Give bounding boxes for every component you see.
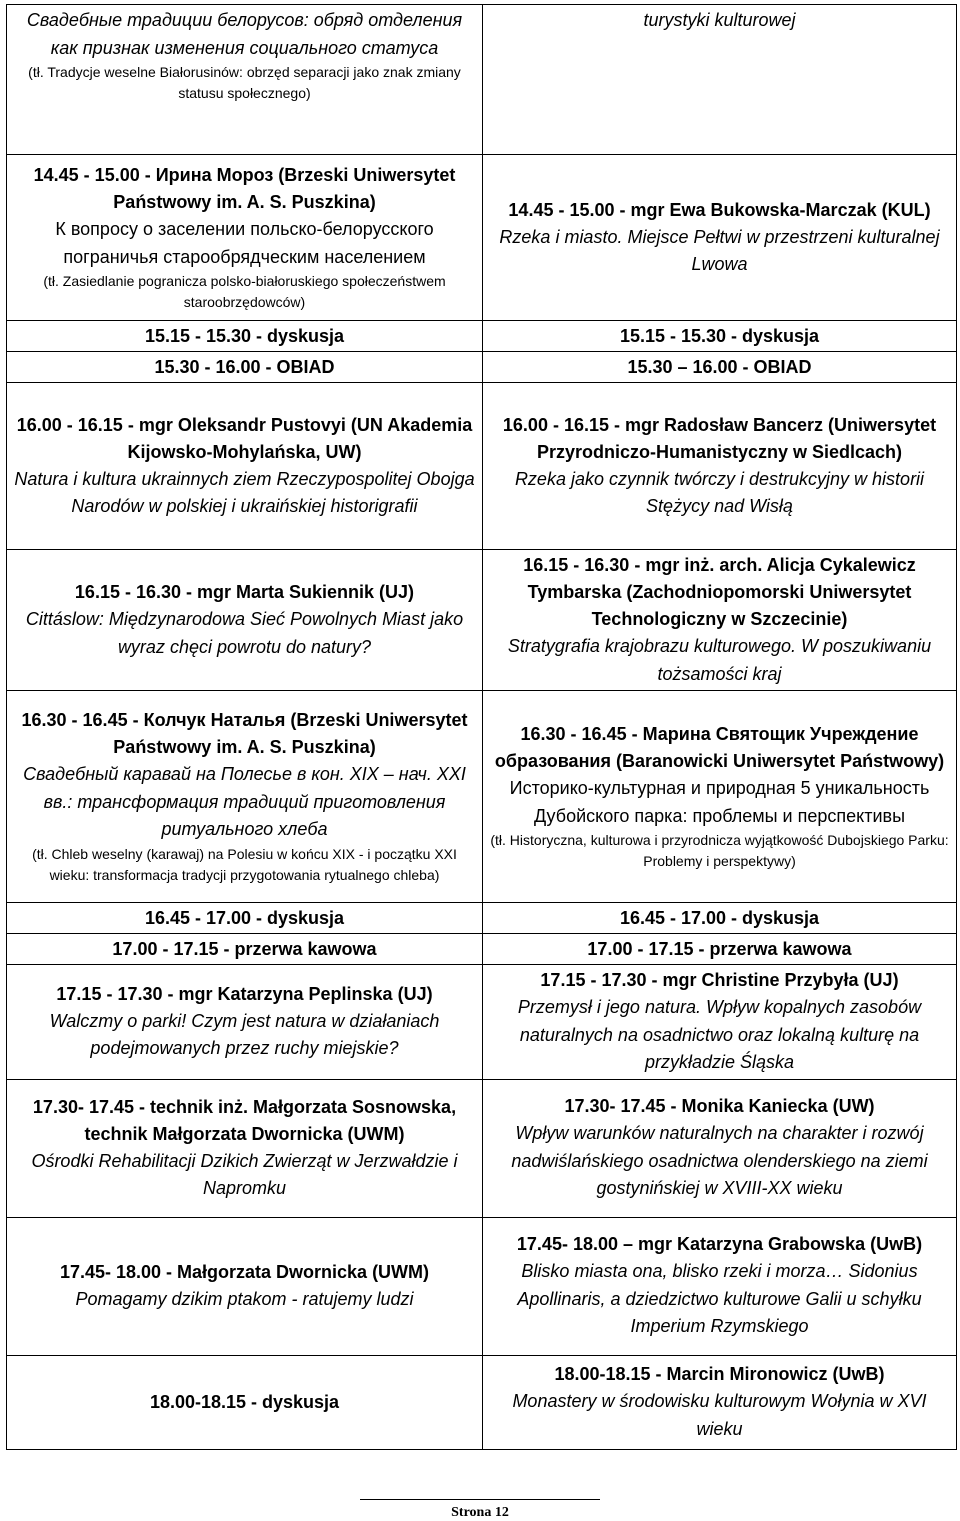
cell-left — [7, 965, 483, 1080]
lunch-right: 15.30 – 16.00 - OBIAD — [483, 352, 957, 383]
cell-right — [483, 5, 957, 155]
cell-left — [7, 691, 483, 903]
page-footer — [0, 1503, 960, 1521]
table-row — [7, 691, 957, 903]
speaker: 17.45- 18.00 - Małgorzata Dwornicka (UWM) — [59, 1261, 430, 1282]
cell-right — [483, 1355, 957, 1449]
talk-title: Pomagamy dzikim ptakom - ratujemy ludzi — [75, 1288, 414, 1309]
table-row — [7, 321, 957, 352]
cell-left — [7, 1079, 483, 1217]
table-row — [7, 5, 957, 155]
footer-divider — [360, 1499, 600, 1500]
program-table — [6, 4, 957, 1450]
speaker: 17.30- 17.45 - technik inż. Małgorzata Sosnowska, technik Małgorzata Dwornicka (UWM) — [32, 1096, 457, 1144]
coffee-break-left: 17.00 - 17.15 - przerwa kawowa — [7, 934, 483, 965]
speaker: 16.30 - 16.45 - Марина Святощик Учреждение образования (Baranowicki Uniwersytet Państwowy) — [494, 724, 945, 771]
table-row — [7, 903, 957, 934]
talk-title: Walczmy o parki! Czym jest natura w działaniach podejmowanych przez ruchy miejskie? — [49, 1010, 440, 1059]
talk-title-ru: Свадебные традиции белорусов: обряд отделения как признак изменения социального статуса — [26, 10, 463, 58]
talk-title: Stratygrafia krajobrazu kulturowego. W poszukiwaniu tożsamości kraj — [507, 636, 932, 684]
talk-title-ru: Историко-культурная и природная 5 уникальность Дубойского парка: проблемы и перспективы — [509, 778, 930, 826]
table-row — [7, 1217, 957, 1355]
talk-title: Cittáslow: Międzynarodowa Sieć Powolnych Miast jako wyraz chęci powrotu do natury? — [25, 609, 464, 657]
talk-title-ru: Свадебный каравай на Полесье в кон. XIX – нач. XXI вв.: трансформация традиций приготовления ритуального хлеба — [23, 764, 466, 840]
cell-left — [7, 383, 483, 550]
cell-right — [483, 1079, 957, 1217]
discussion-left: 16.45 - 17.00 - dyskusja — [7, 903, 483, 934]
translation-note: (tł. Tradycje weselne Białorusinów: obrzęd separacji jako znak zmiany statusu społecznego) — [28, 64, 461, 101]
table-row — [7, 352, 957, 383]
discussion-left: 15.15 - 15.30 - dyskusja — [7, 321, 483, 352]
speaker: 16.15 - 16.30 - mgr inż. arch. Alicja Cykalewicz Tymbarska (Zachodniopomorski Uniwersytet Technologiczny w Szczecinie) — [523, 555, 916, 629]
translation-note: (tł. Zasiedlanie pogranicza polsko-białoruskiego społeczeństwem staroobrzędowców) — [43, 273, 446, 310]
speaker: 18.00-18.15 - Marcin Mironowicz (UwB) — [554, 1364, 885, 1384]
talk-title: Rzeka i miasto. Miejsce Pełtwi w przestrzeni kulturalnej Lwowa — [499, 226, 940, 274]
speaker: 17.15 - 17.30 - mgr Christine Przybyła (UJ) — [540, 970, 899, 990]
talk-title: turystyki kulturowej — [643, 10, 796, 30]
page-number: Strona 12 — [451, 1505, 509, 1520]
cell-right — [483, 965, 957, 1080]
speaker: 17.15 - 17.30 - mgr Katarzyna Peplinska (UJ) — [56, 983, 433, 1004]
talk-title: Przemysł i jego natura. Wpływ kopalnych zasobów naturalnych na osadnictwo oraz lokalną kulturę na przykładzie Śląska — [517, 997, 922, 1072]
talk-title-ru: К вопросу о заселении польско-белорусского пограничья старообрядческим населением — [55, 219, 434, 267]
talk-title: Rzeka jako czynnik twórczy i destrukcyjny w historii Stężycy nad Wisłą — [514, 468, 925, 516]
talk-title: Blisko miasta ona, blisko rzeki i morza… Sidonius Apollinaris, a dziedzictwo kulturowe Galii u schyłku Imperium Rzymskiego — [517, 1261, 922, 1337]
table-row — [7, 155, 957, 321]
table-row — [7, 550, 957, 691]
table-row — [7, 1355, 957, 1449]
speaker: 16.00 - 16.15 - mgr Radosław Bancerz (Uniwersytet Przyrodniczo-Humanistyczny w Siedlcach) — [502, 414, 937, 462]
table-row — [7, 383, 957, 550]
discussion-right: 15.15 - 15.30 - dyskusja — [483, 321, 957, 352]
speaker: 14.45 - 15.00 - mgr Ewa Bukowska-Marczak (KUL) — [508, 199, 931, 220]
discussion-left: 18.00-18.15 - dyskusja — [7, 1355, 483, 1449]
discussion-right: 16.45 - 17.00 - dyskusja — [483, 903, 957, 934]
talk-title: Wpływ warunków naturalnych na charakter i rozwój nadwiślańskiego osadnictwa olenderskiego na ziemi gostynińskiej w XVIII-XX wieku — [511, 1123, 928, 1199]
program-page — [6, 4, 956, 1450]
speaker: 14.45 - 15.00 - Ирина Мороз (Brzeski Uniwersytet Państwowy im. A. S. Puszkina) — [33, 165, 456, 212]
table-row — [7, 1079, 957, 1217]
cell-left — [7, 550, 483, 691]
talk-title: Monastery w środowisku kulturowym Wołynia w XVI wieku — [512, 1391, 927, 1439]
cell-left — [7, 5, 483, 155]
translation-note: (tł. Historyczna, kulturowa i przyrodnicza wyjątkowość Dubojskiego Parku: Problemy i perspektywy) — [490, 832, 949, 869]
table-row — [7, 965, 957, 1080]
lunch-left: 15.30 - 16.00 - OBIAD — [7, 352, 483, 383]
cell-right — [483, 550, 957, 691]
speaker: 16.15 - 16.30 - mgr Marta Sukiennik (UJ) — [74, 582, 415, 602]
talk-title: Ośrodki Rehabilitacji Dzikich Zwierząt w Jerzwałdzie i Napromku — [31, 1150, 458, 1198]
cell-right — [483, 691, 957, 903]
cell-left — [7, 1217, 483, 1355]
coffee-break-right: 17.00 - 17.15 - przerwa kawowa — [483, 934, 957, 965]
speaker: 17.30- 17.45 - Monika Kaniecka (UW) — [564, 1096, 875, 1117]
speaker: 17.45- 18.00 – mgr Katarzyna Grabowska (UwB) — [516, 1234, 923, 1255]
cell-right — [483, 155, 957, 321]
speaker: 16.00 - 16.15 - mgr Oleksandr Pustovyi (UN Akademia Kijowsko-Mohylańska, UW) — [16, 414, 473, 462]
cell-right — [483, 1217, 957, 1355]
translation-note: (tł. Chleb weselny (karawaj) na Polesiu w końcu XIX - i początku XXI wieku: transformacja tradycji przygotowania rytualnego chleba) — [32, 845, 457, 883]
talk-title: Natura i kultura ukrainnych ziem Rzeczypospolitej Obojga Narodów w polskiej i ukraińskiej historigrafii — [14, 468, 475, 516]
table-row — [7, 934, 957, 965]
cell-left — [7, 155, 483, 321]
cell-right — [483, 383, 957, 550]
speaker: 16.30 - 16.45 - Колчук Наталья (Brzeski Uniwersytet Państwowy im. A. S. Puszkina) — [21, 710, 468, 758]
